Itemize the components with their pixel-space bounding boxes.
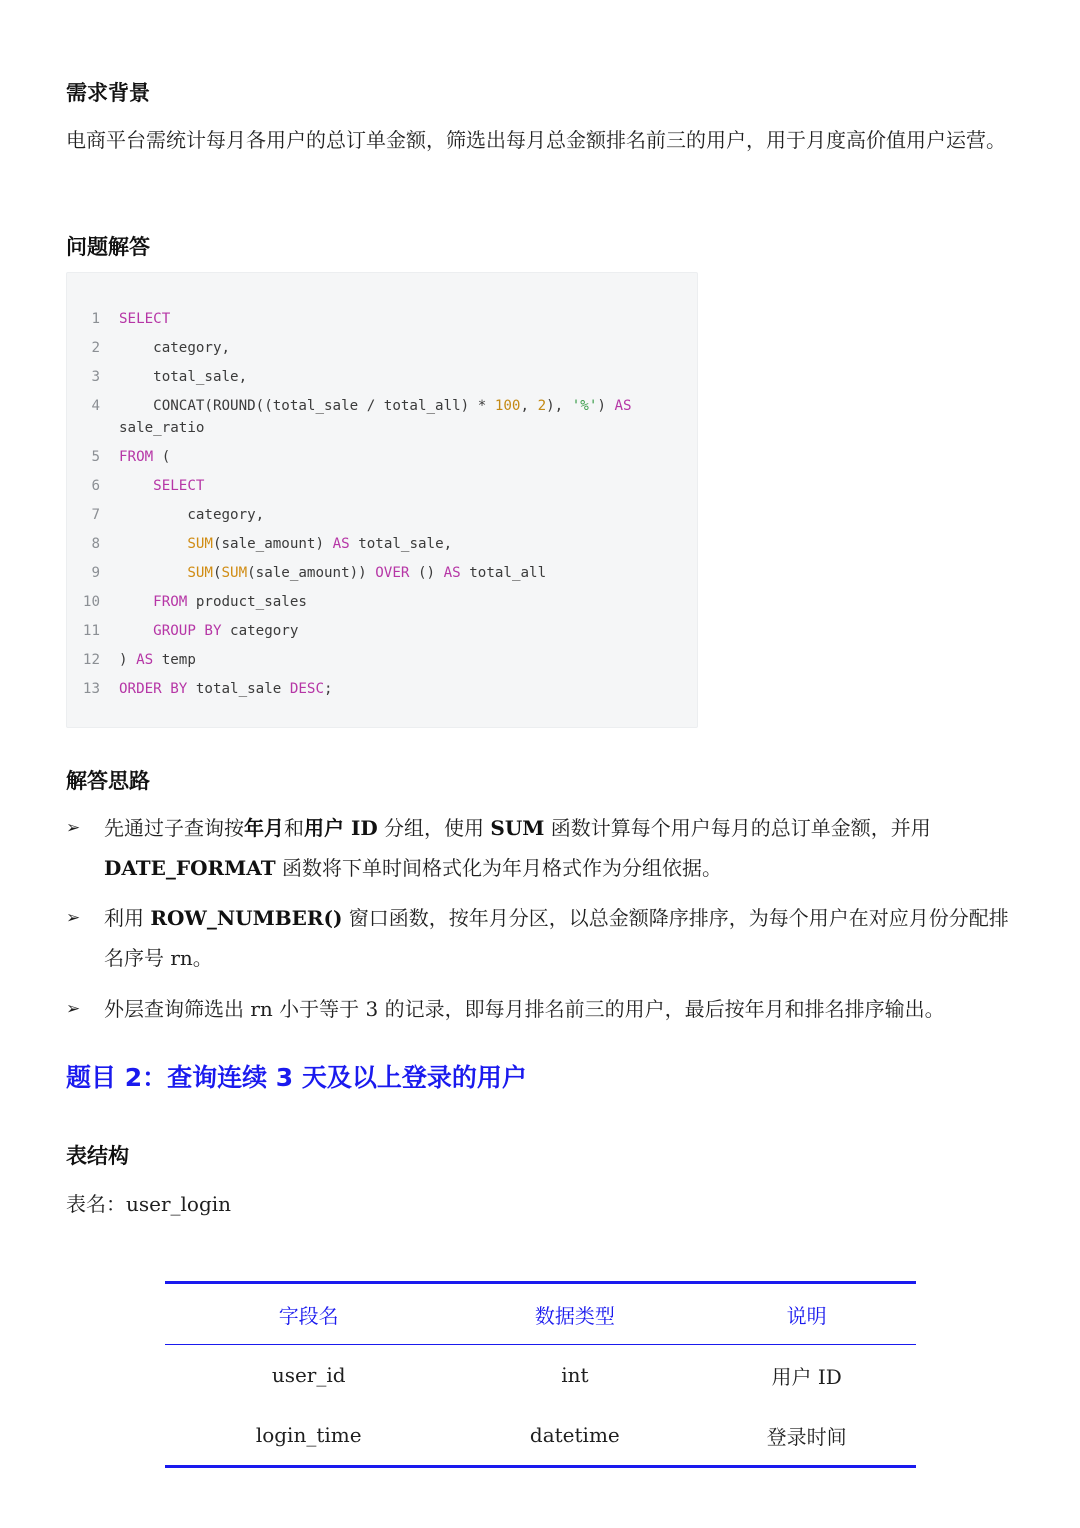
- line-number: 6: [91, 478, 100, 494]
- background-paragraph: 电商平台需统计每月各用户的总订单金额，筛选出每月总金额排名前三的用户，用于月度高价值用户运营。: [66, 128, 1006, 152]
- cell-data-type: int: [561, 1363, 589, 1387]
- code-line: SELECT: [119, 311, 171, 327]
- approach-bullet-2: [66, 898, 1016, 978]
- code-line: FROM product_sales: [153, 594, 307, 610]
- approach-heading: 解答思路: [66, 769, 150, 793]
- line-number: 4: [91, 398, 100, 414]
- table-row: [165, 1405, 916, 1467]
- bullet-text: 窗口函数，按年月分区，以总金额降序排序，为每个用户在对应月份分配排名序号 rn。: [104, 906, 1009, 970]
- line-number: 9: [91, 565, 100, 581]
- approach-bullet-1: [66, 808, 1016, 888]
- cell-description: 用户 ID: [771, 1364, 842, 1389]
- sql-code-block: [66, 272, 698, 728]
- code-line: category,: [119, 340, 231, 356]
- code-line: ) AS temp: [119, 652, 196, 668]
- question-title: 题目 2：查询连续 3 天及以上登录的用户: [66, 1063, 527, 1092]
- cell-description: 登录时间: [697, 1405, 916, 1467]
- background-heading: 需求背景: [66, 81, 150, 105]
- bullet-text: 函数将下单时间格式化为年月格式作为分组依据。: [275, 856, 722, 880]
- line-number: 11: [82, 623, 100, 639]
- code-line: GROUP BY category: [153, 623, 299, 639]
- bullet-bold: DATE_FORMAT: [104, 856, 276, 880]
- cell-field-name: user_id: [271, 1363, 346, 1387]
- line-number: 3: [91, 369, 100, 385]
- code-line-wrap: sale_ratio: [119, 420, 205, 436]
- code-line: category,: [119, 507, 265, 523]
- cell-data-type: datetime: [452, 1405, 697, 1467]
- schema-table: [165, 1281, 916, 1468]
- line-number: 8: [91, 536, 100, 552]
- bullet-bold: SUM: [490, 816, 545, 840]
- bullet-bold: 年月: [244, 816, 284, 840]
- code-line: total_sale,: [119, 369, 248, 385]
- bullet-text: 外层查询筛选出 rn 小于等于 3 的记录，即每月排名前三的用户，最后按年月和排名排序输出。: [104, 997, 945, 1021]
- line-number: 7: [91, 507, 100, 523]
- line-number: 10: [82, 594, 100, 610]
- line-number: 2: [91, 340, 100, 356]
- table-row: [165, 1345, 916, 1406]
- bullet-text: 和: [284, 816, 304, 840]
- bullet-text: 先通过子查询按: [104, 816, 244, 840]
- arrow-bullet-icon: ➢: [66, 818, 81, 838]
- bullet-text: 利用: [104, 906, 151, 930]
- code-line: SELECT: [153, 478, 205, 494]
- answer-heading: 问题解答: [66, 235, 150, 259]
- header-data-type: 数据类型: [452, 1283, 697, 1345]
- code-line: SUM(sale_amount) AS total_sale,: [187, 536, 453, 552]
- line-number: 1: [91, 311, 100, 327]
- arrow-bullet-icon: ➢: [66, 999, 81, 1019]
- line-number: 12: [82, 652, 100, 668]
- bullet-bold: 用户 ID: [304, 816, 378, 840]
- arrow-bullet-icon: ➢: [66, 908, 81, 928]
- bullet-bold: ROW_NUMBER(): [150, 906, 343, 930]
- code-line: CONCAT(ROUND((total_sale / total_all) * 100, 2), '%') AS: [119, 398, 632, 414]
- approach-bullet-3: [66, 989, 1016, 1029]
- header-description: 说明: [697, 1283, 916, 1345]
- table-name-label: 表名：user_login: [66, 1192, 232, 1216]
- table-header-row: [165, 1283, 916, 1345]
- structure-heading: 表结构: [66, 1144, 129, 1168]
- code-line: FROM (: [119, 449, 171, 465]
- header-field-name: 字段名: [165, 1283, 452, 1345]
- code-line: ORDER BY total_sale DESC;: [119, 681, 333, 697]
- line-number: 5: [91, 449, 100, 465]
- bullet-text: 函数计算每个用户每月的总订单金额，并用: [544, 816, 931, 840]
- line-number: 13: [82, 681, 100, 697]
- cell-field-name: login_time: [165, 1405, 452, 1467]
- bullet-text: 分组，使用: [377, 816, 491, 840]
- code-line: SUM(SUM(sale_amount)) OVER () AS total_all: [187, 565, 547, 581]
